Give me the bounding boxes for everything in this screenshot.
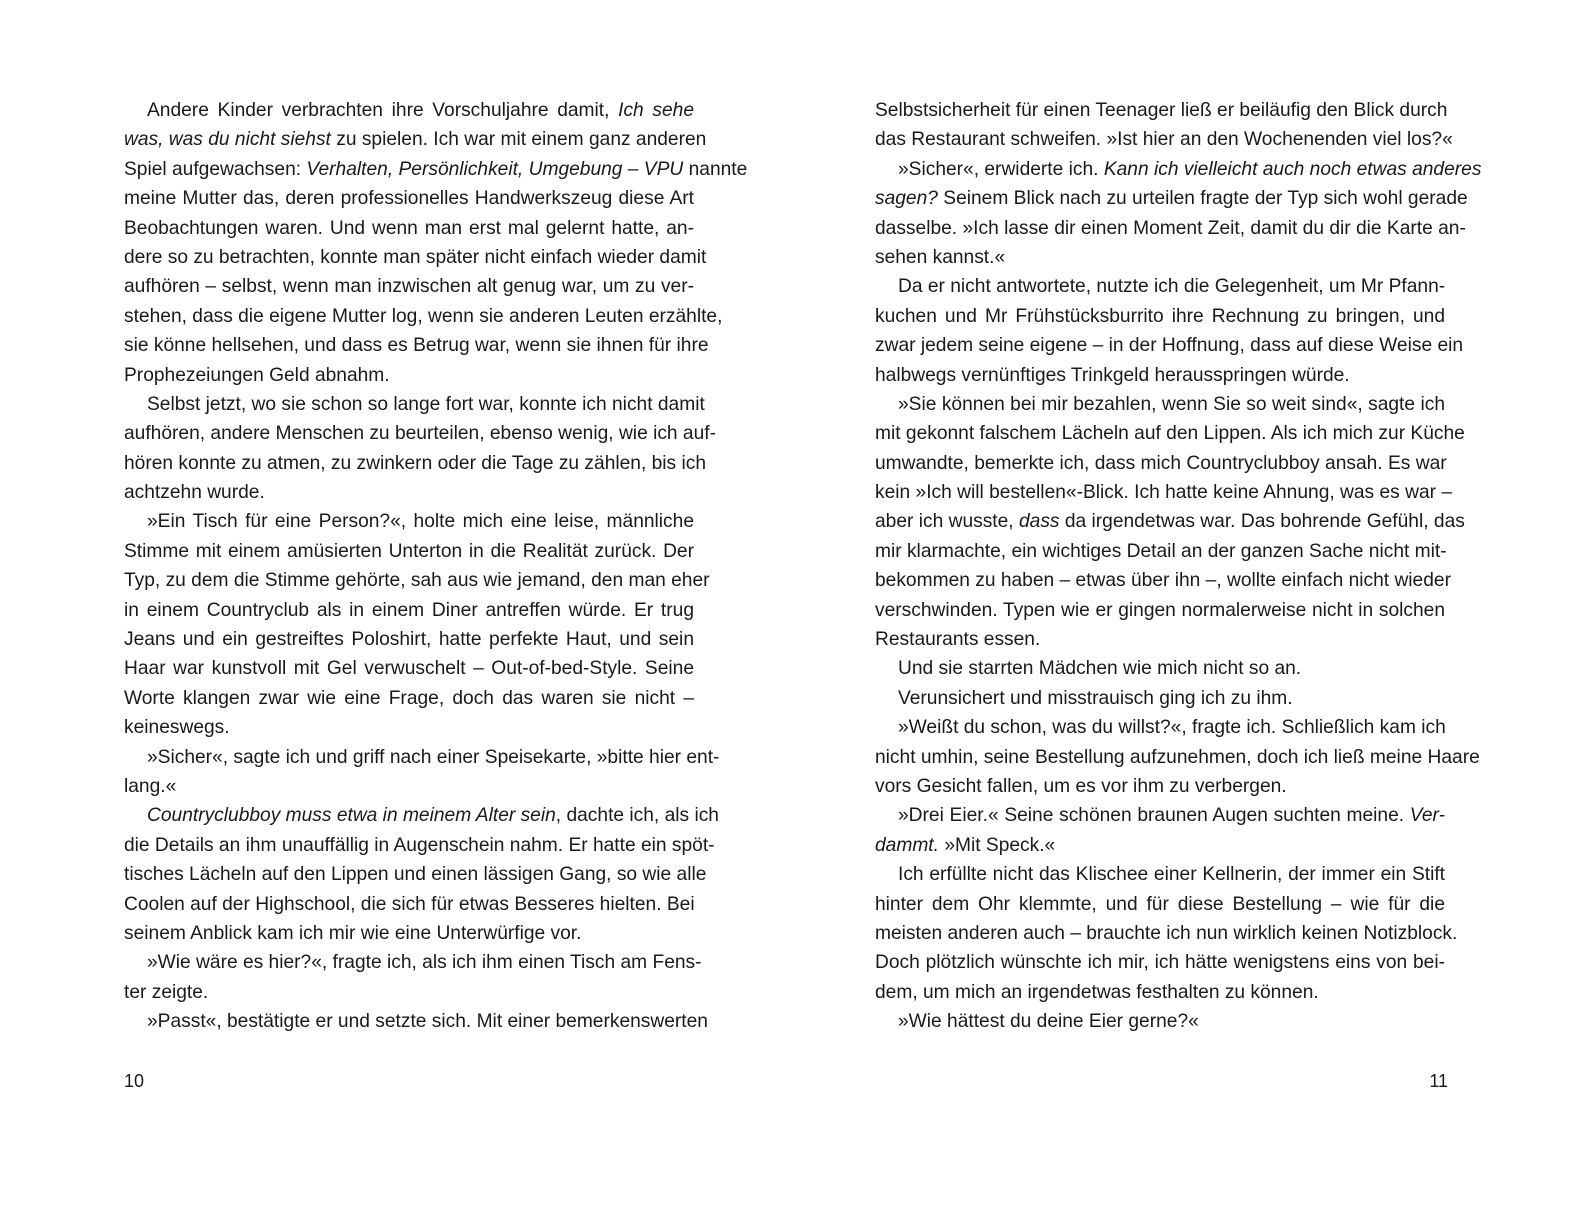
text-line [875, 125, 1453, 154]
text-line [124, 1007, 708, 1036]
text-line [875, 978, 1445, 1007]
text-segment: dere so zu betrachten, konnte man später nicht einfach wieder damit [124, 246, 707, 268]
text-segment: Beobachtungen waren. Und wenn man erst mal gelernt hatte, an- [124, 217, 694, 239]
text-segment: Da er nicht antwortete, nutzte ich die Gelegenheit, um Mr Pfann- [898, 276, 1446, 298]
text-segment: nicht umhin, seine Bestellung aufzunehmen, doch ich ließ meine Haare [875, 746, 1480, 768]
text-segment: aber ich wusste, [875, 511, 1019, 533]
text-line [875, 890, 1445, 919]
text-line [875, 419, 1465, 448]
text-segment: Spiel aufgewachsen: [124, 158, 307, 180]
text-segment: Ich erfüllte nicht das Klischee einer Kellnerin, der immer ein Stift [898, 864, 1445, 886]
text-line [875, 272, 1445, 301]
text-segment: die Details an ihm unauffällig in Augenschein nahm. Er hatte ein spöt- [124, 834, 715, 856]
text-segment: das Restaurant schweifen. »Ist hier an den Wochenenden viel los?« [875, 129, 1453, 151]
text-segment: »Sicher«, sagte ich und griff nach einer Speisekarte, »bitte hier ent- [147, 746, 720, 768]
text-line [875, 537, 1445, 566]
text-segment: aufhören – selbst, wenn man inzwischen alt genug war, um zu ver- [124, 276, 694, 298]
text-segment: »Sie können bei mir bezahlen, wenn Sie so weit sind«, sagte ich [898, 393, 1445, 415]
text-segment: da irgendetwas war. Das bohrende Gefühl, das [1059, 511, 1465, 533]
text-line [124, 625, 694, 654]
text-segment: »Wie wäre es hier?«, fragte ich, als ich ihm einen Tisch am Fens- [147, 952, 702, 974]
text-line [124, 214, 694, 243]
text-segment: stehen, dass die eigene Mutter log, wenn sie anderen Leuten erzählte, [124, 305, 723, 327]
text-line [875, 625, 1445, 654]
text-line [875, 331, 1464, 360]
text-segment: meisten anderen auch – brauchte ich nun wirklich keinen Notizblock. [875, 922, 1458, 944]
text-segment: »Mit Speck.« [938, 834, 1056, 856]
text-segment: umwandte, bemerkte ich, dass mich Countryclubboy ansah. Es war [875, 452, 1447, 474]
text-segment: aufhören, andere Menschen zu beurteilen, ebenso wenig, wie ich auf- [124, 423, 716, 445]
text-line [124, 743, 720, 772]
text-line [124, 125, 707, 154]
text-line [124, 96, 694, 125]
left-page-number: 10 [124, 1071, 145, 1091]
text-segment: tisches Lächeln auf den Lippen und einen lässigen Gang, so wie alle [124, 864, 707, 886]
text-segment: kein »Ich will bestellen«-Blick. Ich hatte keine Ahnung, was es war – [875, 482, 1453, 504]
text-segment: meine Mutter das, deren professionelles Handwerkszeug diese Art [124, 188, 694, 210]
text-segment: halbwegs vernünftiges Trinkgeld herausspringen würde. [875, 364, 1350, 386]
text-line [875, 96, 1448, 125]
right-page-text [875, 96, 1482, 1037]
text-segment: dasselbe. »Ich lasse dir einen Moment Zeit, damit du dir die Karte an- [875, 217, 1466, 239]
text-segment: Seinem Blick nach zu urteilen fragte der Typ sich wohl gerade [937, 188, 1468, 210]
text-segment: dem, um mich an irgendetwas festhalten zu können. [875, 981, 1319, 1003]
text-segment: Haar war kunstvoll mit Gel verwuschelt – Out-of-bed-Style. Seine [124, 658, 694, 680]
italic-text-segment: dammt. [875, 834, 939, 856]
text-line [124, 654, 694, 683]
text-line [875, 654, 1445, 683]
left-page-text [124, 96, 748, 1037]
text-segment: nannte [683, 158, 748, 180]
text-segment: zwar jedem seine eigene – in der Hoffnung, dass auf diese Weise ein [875, 335, 1464, 357]
text-segment: Andere Kinder verbrachten ihre Vorschuljahre damit, [147, 100, 619, 121]
text-line [124, 507, 694, 536]
text-segment: Doch plötzlich wünschte ich mir, ich hätte wenigstens eins von bei- [875, 952, 1445, 974]
text-line [875, 449, 1445, 478]
text-segment: Restaurants essen. [875, 629, 1041, 651]
text-segment: Und sie starrten Mädchen wie mich nicht so an. [898, 658, 1302, 680]
text-line [124, 772, 694, 801]
right-page-number: 11 [1429, 1071, 1448, 1091]
text-segment: seinem Anblick kam ich mir wie eine Unterwürfige vor. [124, 922, 582, 944]
text-line [124, 478, 694, 507]
text-segment: keineswegs. [124, 717, 230, 739]
text-line [124, 243, 707, 272]
text-segment: zu spielen. Ich war mit einem ganz anderen [330, 129, 707, 151]
text-line [875, 214, 1466, 243]
text-line [875, 860, 1445, 889]
italic-text-segment: was, was du nicht siehst [124, 129, 331, 151]
text-line [875, 507, 1465, 536]
text-segment: , dachte ich, als ich [555, 805, 719, 827]
text-segment: Selbstsicherheit für einen Teenager ließ er beiläufig den Blick durch [875, 100, 1448, 121]
text-segment: kuchen und Mr Frühstücksburrito ihre Rechnung zu bringen, und [875, 305, 1445, 327]
text-line [124, 419, 716, 448]
text-line [124, 596, 694, 625]
text-line [124, 537, 694, 566]
text-line [875, 948, 1445, 977]
text-line [124, 302, 723, 331]
text-segment: vors Gesicht fallen, um es vor ihm zu verbergen. [875, 775, 1287, 797]
text-line [124, 713, 694, 742]
text-segment: bekommen zu haben – etwas über ihn –, wollte einfach nicht wieder [875, 570, 1451, 592]
text-line [875, 184, 1468, 213]
text-segment: in einem Countryclub als in einem Diner antreffen würde. Er trug [124, 599, 694, 621]
text-segment: Verunsichert und misstrauisch ging ich zu ihm. [898, 687, 1293, 709]
text-line [124, 331, 709, 360]
text-line [875, 361, 1445, 390]
text-line [875, 243, 1445, 272]
text-segment: Typ, zu dem die Stimme gehörte, sah aus wie jemand, den man eher [124, 570, 710, 592]
text-segment: »Passt«, bestätigte er und setzte sich. Mit einer bemerkenswerten [147, 1011, 708, 1033]
text-line [875, 801, 1445, 830]
text-segment: Worte klangen zwar wie eine Frage, doch das waren sie nicht – [124, 687, 694, 709]
text-segment: ter zeigte. [124, 981, 209, 1003]
text-line [124, 184, 694, 213]
text-line [124, 155, 748, 184]
text-line [124, 831, 715, 860]
text-segment: »Weißt du schon, was du willst?«, fragte ich. Schließlich kam ich [898, 717, 1446, 739]
text-segment: »Sicher«, erwiderte ich. [898, 158, 1104, 180]
text-segment: Coolen auf der Highschool, die sich für etwas Besseres hielten. Bei [124, 893, 695, 915]
text-segment: sie könne hellsehen, und dass es Betrug war, wenn sie ihnen für ihre [124, 335, 709, 357]
text-line [875, 919, 1458, 948]
text-segment: Stimme mit einem amüsierten Unterton in die Realität zurück. Der [124, 540, 694, 562]
text-segment: achtzehn wurde. [124, 482, 265, 504]
text-segment: mit gekonnt falschem Lächeln auf den Lippen. Als ich mich zur Küche [875, 423, 1465, 445]
text-segment: lang.« [124, 775, 177, 797]
italic-text-segment: Ver- [1409, 805, 1445, 827]
text-segment: »Drei Eier.« Seine schönen braunen Augen suchten meine. [898, 805, 1410, 827]
text-segment: mir klarmachte, ein wichtiges Detail an der ganzen Sache nicht mit- [875, 540, 1447, 562]
text-segment: Jeans und ein gestreiftes Poloshirt, hatte perfekte Haut, und sein [124, 629, 694, 651]
text-line [875, 831, 1445, 860]
text-line [124, 919, 694, 948]
text-segment: sehen kannst.« [875, 246, 1006, 268]
text-segment: »Ein Tisch für eine Person?«, holte mich eine leise, männliche [147, 511, 694, 533]
italic-text-segment: Kann ich vielleicht auch noch etwas anderes [1103, 158, 1482, 180]
text-line [875, 478, 1453, 507]
text-line [124, 566, 710, 595]
text-line [124, 449, 707, 478]
text-segment: hinter dem Ohr klemmte, und für diese Bestellung – wie für die [875, 893, 1445, 915]
text-line [124, 860, 707, 889]
text-segment: hören konnte zu atmen, zu zwinkern oder die Tage zu zählen, bis ich [124, 452, 707, 474]
text-line [124, 272, 694, 301]
text-line [875, 155, 1482, 184]
italic-text-segment: sagen? [875, 188, 938, 210]
italic-text-segment: dass [1018, 511, 1060, 533]
text-line [875, 713, 1445, 742]
italic-text-segment: Verhalten, Persönlichkeit, Umgebung – VPU [306, 158, 684, 180]
italic-text-segment: Ich sehe [618, 100, 694, 121]
text-line [875, 1007, 1445, 1036]
text-line [875, 743, 1480, 772]
text-line [875, 772, 1445, 801]
text-line [124, 390, 705, 419]
text-line [875, 684, 1445, 713]
text-line [124, 361, 694, 390]
text-line [124, 801, 719, 830]
text-segment: »Wie hättest du deine Eier gerne?« [898, 1011, 1199, 1033]
text-line [875, 596, 1445, 625]
text-segment: Selbst jetzt, wo sie schon so lange fort war, konnte ich nicht damit [147, 393, 705, 415]
right-page [797, 0, 1594, 1217]
text-segment: verschwinden. Typen wie er gingen normalerweise nicht in solchen [875, 599, 1445, 621]
text-line [875, 566, 1451, 595]
text-segment: Prophezeiungen Geld abnahm. [124, 364, 390, 386]
text-line [124, 948, 702, 977]
text-line [124, 890, 694, 919]
text-line [124, 978, 694, 1007]
italic-text-segment: Countryclubboy muss etwa in meinem Alter sein [147, 805, 556, 827]
text-line [875, 302, 1445, 331]
text-line [875, 390, 1445, 419]
text-line [124, 684, 694, 713]
